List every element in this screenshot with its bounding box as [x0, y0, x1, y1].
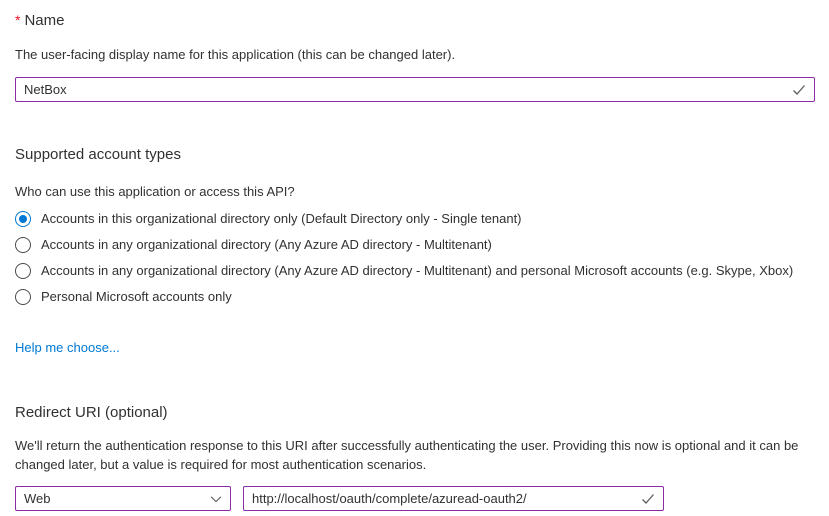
account-types-radio-group — [15, 210, 815, 306]
help-me-choose-link[interactable]: Help me choose... — [15, 340, 120, 355]
radio-button-icon — [15, 289, 31, 305]
name-label: Name — [24, 12, 65, 29]
radio-option-label: Accounts in any organizational directory (Any Azure AD directory - Multitenant) and personal Microsoft accounts (e.g. Skype, Xbox) — [41, 263, 794, 278]
radio-button-icon — [15, 263, 31, 279]
radio-option-label: Accounts in any organizational directory (Any Azure AD directory - Multitenant) — [41, 237, 492, 252]
redirect-uri-input[interactable] — [244, 487, 663, 510]
platform-select-value: Web — [24, 491, 51, 506]
chevron-down-icon — [209, 492, 223, 506]
account-types-section — [15, 145, 815, 357]
redirect-uri-heading: Redirect URI (optional) — [15, 404, 168, 421]
radio-option-multitenant-personal[interactable] — [15, 262, 815, 280]
redirect-uri-input-container — [243, 486, 664, 511]
account-types-question: Who can use this application or access this API? — [15, 184, 295, 199]
account-types-heading: Supported account types — [15, 146, 181, 163]
radio-option-personal-only[interactable] — [15, 288, 815, 306]
required-asterisk: * — [15, 12, 21, 28]
radio-button-icon — [15, 237, 31, 253]
name-input[interactable] — [16, 78, 814, 101]
redirect-uri-row — [15, 486, 815, 511]
name-section-heading — [15, 10, 815, 31]
radio-button-icon — [15, 211, 31, 227]
redirect-uri-section — [15, 403, 815, 511]
radio-option-label: Personal Microsoft accounts only — [41, 289, 232, 304]
name-description: The user-facing display name for this application (this can be changed later). — [15, 47, 456, 62]
platform-select[interactable] — [15, 486, 231, 511]
radio-option-multitenant[interactable] — [15, 236, 815, 254]
redirect-uri-description: We'll return the authentication response to this URI after successfully authenticating the user. Providing this now is optional and it can be changed later, but a value is required for most authentication scenarios. — [15, 438, 799, 472]
radio-option-single-tenant[interactable] — [15, 210, 815, 228]
name-input-container — [15, 77, 815, 102]
radio-option-label: Accounts in this organizational directory only (Default Directory only - Single tenant) — [41, 211, 522, 226]
